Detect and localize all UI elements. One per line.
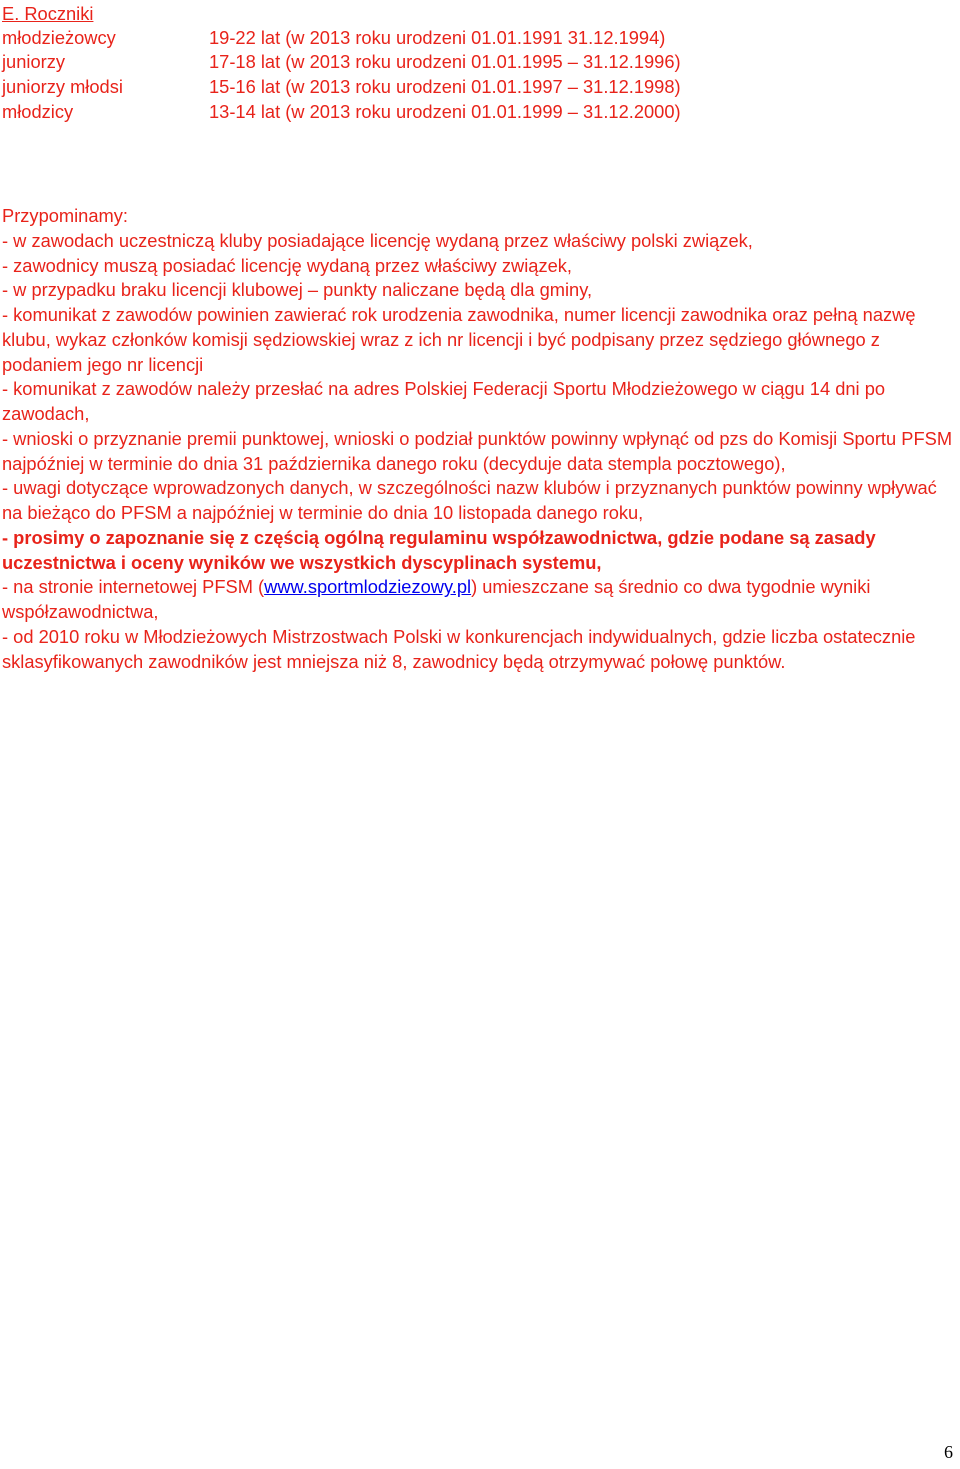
reminder-item: - uwagi dotyczące wprowadzonych danych, w szczególności nazw klubów i przyznanych punktów powinny wpływać na bieżąco do PFSM a najpóźniej w terminie do dnia 10 listopada danego roku,: [2, 477, 937, 523]
section-title: E. Roczniki: [2, 3, 94, 24]
reminder-item: - zawodnicy muszą posiadać licencję wydaną przez właściwy związek,: [2, 254, 572, 276]
website-link[interactable]: www.sportmlodziezowy.pl: [264, 576, 472, 598]
reminders-heading: Przypominamy:: [2, 205, 128, 226]
reminder-item-website: [2, 575, 960, 625]
reminder-item: - komunikat z zawodów należy przesłać na adres Polskiej Federacji Sportu Młodzieżowego w ciągu 14 dni po zawodach,: [2, 378, 886, 424]
reminder-item: - komunikat z zawodów powinien zawierać rok urodzenia zawodnika, numer licencji zawodnika oraz pełną nazwę klubu, wykaz członków komisji sędziowskiej wraz z ich nr licencji i być podpisany przez sędziego głównego z podaniem jego nr licencji: [2, 304, 916, 375]
page-number: 6: [944, 1442, 953, 1462]
category-description: 17-18 lat (w 2013 roku urodzeni 01.01.1995 – 31.12.1996): [209, 51, 681, 72]
category-name: juniorzy młodsi: [2, 76, 123, 97]
category-description: 19-22 lat (w 2013 roku urodzeni 01.01.1991 31.12.1994): [209, 27, 666, 48]
reminder-item-bold: - prosimy o zapoznanie się z częścią ogólną regulaminu współzawodnictwa, gdzie podane są zasady uczestnictwa i oceny wyników we wszystkich dyscyplinach systemu,: [2, 526, 876, 573]
category-name: juniorzy: [2, 51, 65, 72]
reminders-section: [2, 204, 960, 674]
category-description: 15-16 lat (w 2013 roku urodzeni 01.01.1997 – 31.12.1998): [209, 76, 681, 97]
reminder-item: - wnioski o przyznanie premii punktowej, wnioski o podział punktów powinny wpłynąć od pzs do Komisji Sportu PFSM najpóźniej w terminie do dnia 31 października danego roku (decyduje data stempla pocztowego),: [2, 427, 953, 474]
category-description: 13-14 lat (w 2013 roku urodzeni 01.01.1999 – 31.12.2000): [209, 101, 681, 122]
category-name: młodzicy: [2, 101, 74, 122]
reminder-item: - od 2010 roku w Młodzieżowych Mistrzostwach Polski w konkurencjach indywidualnych, gdzie liczba ostatecznie sklasyfikowanych zawodników jest mniejsza niż 8, zawodnicy będą otrzymywać połowę punktów.: [2, 625, 916, 672]
website-text-after: ) umieszczane są średnio co dwa tygodnie wyniki współzawodnictwa,: [2, 576, 871, 622]
reminder-item: - w przypadku braku licencji klubowej – punkty naliczane będą dla gminy,: [2, 279, 593, 301]
reminder-item: - w zawodach uczestniczą kluby posiadające licencję wydaną przez właściwy polski związek,: [2, 229, 753, 251]
category-name: młodzieżowcy: [2, 27, 116, 48]
website-text-before: - na stronie internetowej PFSM (: [2, 576, 265, 598]
